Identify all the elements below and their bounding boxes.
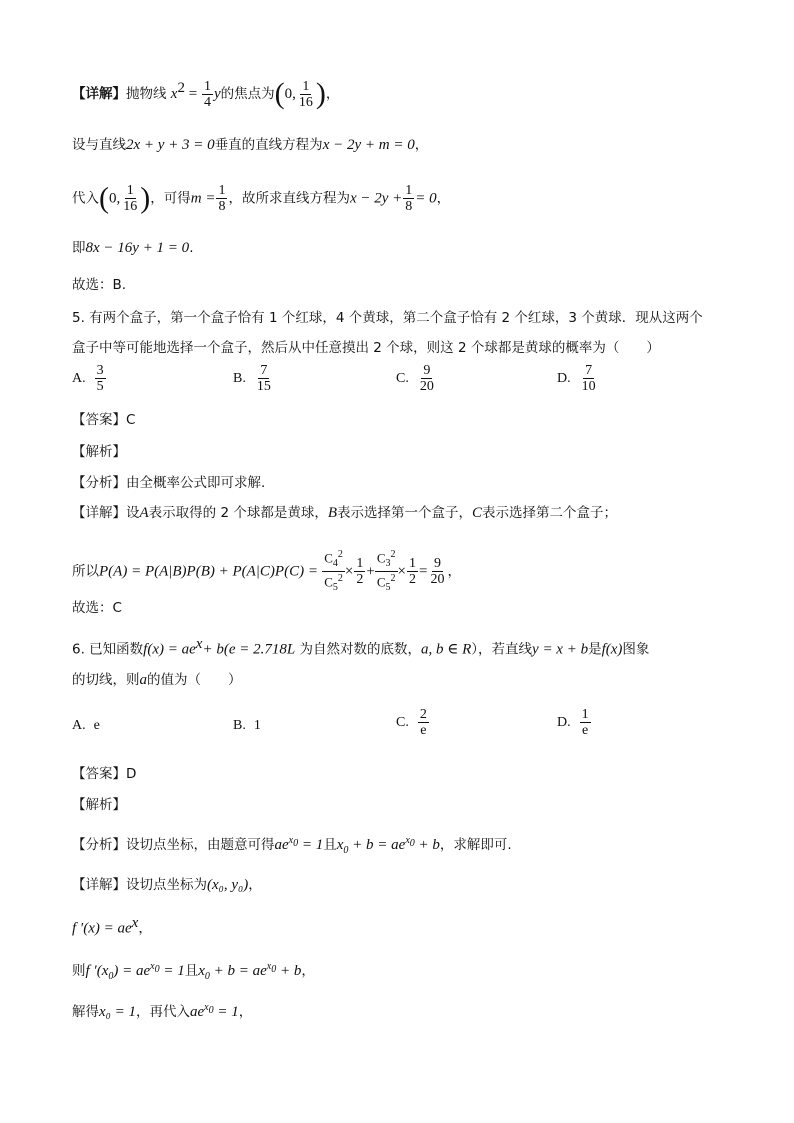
math: f(x): [601, 641, 623, 658]
q5-choice: 故选：C: [72, 600, 122, 616]
q6-analysis: 【分析】设切点坐标，由题意可得$ae^{x_0} = 1$且$x_0 + b = ae^{x_0} + b$，求解即可.: [72, 835, 512, 856]
math: a, b ∈ R: [421, 641, 472, 658]
q5-stem-line1: 5. 有两个盒子，第一个盒子恰有 1 个红球，4 个黄球，第二个盒子恰有 2 个红球，3 个黄球．现从这两个: [72, 310, 703, 326]
detail-line-perpendicular: [72, 135, 428, 155]
fraction: $\frac{1}{4}$: [203, 78, 211, 110]
text: ，: [447, 563, 461, 580]
q5-analysis: 【分析】由全概率公式即可求解.: [72, 475, 266, 491]
text: 表示取得的 2 个球都是黄球，: [148, 505, 328, 521]
q6-solve: 解得x₀ = 1，再代入$ae^{x_0} = 1$，: [72, 1002, 253, 1020]
math: 8x − 16y + 1 = 0: [85, 240, 190, 256]
math: y = x + b: [532, 641, 589, 658]
math-x2: $x^2$: [170, 80, 185, 102]
math: + b(e = 2.718L: [202, 641, 296, 658]
text: 图象: [622, 641, 650, 658]
detail-line-result: [72, 238, 193, 258]
text: 设与直线: [72, 137, 126, 153]
text: 所以: [72, 563, 99, 580]
detail-tag: 【详解】: [72, 86, 126, 102]
text: 代入: [72, 190, 99, 207]
text: 则: [72, 963, 86, 979]
text: 抛物线: [126, 86, 167, 102]
q5-answer: 【答案】C: [72, 412, 136, 428]
text: ，: [248, 877, 262, 893]
math: f ′(x) = ae: [72, 920, 132, 937]
text: 且: [184, 963, 199, 979]
text: ，: [325, 86, 340, 102]
q6-option-b: B. 1: [233, 718, 261, 734]
math: 2x + y + 3 = 0: [126, 137, 215, 153]
q6-stem-line2: [72, 670, 242, 690]
text: 垂直的直线方程为: [214, 137, 323, 153]
text: 是: [588, 641, 602, 658]
text: ，可得: [150, 190, 191, 207]
q5-option-b: B. $\frac{7}{15}$: [233, 363, 271, 394]
text: 【详解】设切点坐标为: [72, 877, 207, 893]
q6-then: 则f $'(x_0) = ae^{x_0} = 1$且$x_0 + b = ae^{x_0} + b$，: [72, 961, 315, 982]
q5-formula: 所以P(A) = P(A|B)P(B) + P(A|C)P(C) = $\frac{C_4^2}{C_5^2}$ × $\frac{1}{2}$ + $\frac{C_3^2}{C_5^2}$ × $\frac{1}{2}$ = $\frac{9}{20}$ ，: [72, 549, 461, 593]
text: 的切线，则: [72, 672, 140, 688]
q5-option-d: D. $\frac{7}{10}$: [557, 363, 596, 394]
math: B: [327, 505, 338, 521]
text: 【详解】: [72, 505, 126, 521]
math: A: [139, 505, 149, 521]
q6-option-c: C. $\frac{2}{e}$: [396, 707, 427, 738]
text: 为自然对数的底数，: [299, 641, 421, 658]
fraction: $\frac{1}{16}$: [123, 183, 138, 214]
text: 解得: [72, 1004, 99, 1020]
text: 表示选择第二个盒子；: [482, 505, 618, 521]
math: (x₀, y₀): [207, 877, 249, 893]
math: P(A) = P(A|B)P(B) + P(A|C)P(C) =: [99, 563, 318, 580]
math: y: [213, 86, 221, 102]
choice-line: 故选：B.: [72, 277, 127, 293]
text: 设: [126, 505, 140, 521]
detail-line-substitute: 代入(0, $\frac{1}{16}$ )，可得m = $\frac{1}{8}$ ，故所求直线方程为x − 2y + $\frac{1}{8}$ = 0，: [72, 181, 451, 215]
text: ，故所求直线方程为: [228, 190, 350, 207]
text: ，: [436, 190, 451, 207]
q6-option-a: A. e: [72, 718, 100, 734]
math: f(x) = ae: [143, 641, 196, 658]
text: 的值为（ ）: [147, 672, 242, 688]
q6-derivative: f $'(x) = ae^x$，: [72, 915, 152, 937]
combination-fraction: $\frac{C_3^2}{C_5^2}$: [376, 549, 396, 593]
text: ，: [138, 920, 152, 937]
math: = 0: [415, 190, 437, 207]
text: 表示选择第一个盒子，: [337, 505, 473, 521]
q6-stem-line1: 6. 已知函数$f(x) = ae^x+ b(e = 2.718L$ 为自然对数的底数，a, b ∈ R），若直线y = x + b是f(x)图象: [72, 636, 650, 658]
text: 【分析】设切点坐标，由题意可得: [72, 837, 275, 853]
combination-fraction: $\frac{C_4^2}{C_5^2}$: [324, 549, 343, 593]
detail-line-parabola: 【详解】抛物线 $x^2$ = $\frac{1}{4}$ y的焦点为(0, $\frac{1}{16}$ )，: [72, 77, 340, 110]
math: x₀ = 1: [99, 1004, 136, 1020]
text: ，求解即可.: [439, 837, 512, 853]
text: .: [189, 240, 194, 256]
q6-detail: [72, 875, 262, 895]
q5-analysis-head: 【解析】: [72, 444, 126, 460]
q6-option-d: D. $\frac{1}{e}$: [557, 707, 589, 738]
q5-option-a: A. $\frac{3}{5}$: [72, 363, 104, 394]
math: C: [472, 505, 483, 521]
text: ，: [414, 137, 429, 153]
math: a: [139, 672, 147, 688]
text: 6. 已知函数: [72, 641, 144, 658]
text: 的焦点为: [220, 86, 275, 102]
text: ，: [301, 963, 315, 979]
text: 且: [323, 837, 337, 853]
fraction: $\frac{1}{8}$: [405, 183, 413, 214]
fraction: $\frac{1}{16}$: [298, 78, 313, 110]
text: ，: [238, 1004, 253, 1020]
text: ，再代入: [136, 1004, 190, 1020]
text: 即: [72, 240, 86, 256]
math: x − 2y + m = 0: [322, 137, 415, 153]
math: x − 2y +: [349, 190, 403, 207]
q6-answer: 【答案】D: [72, 766, 137, 782]
q6-analysis-head: 【解析】: [72, 797, 126, 813]
math: m =: [190, 190, 216, 207]
text: ），若直线: [471, 641, 533, 658]
q5-stem-line2: 盒子中等可能地选择一个盒子，然后从中任意摸出 2 个球，则这 2 个球都是黄球的概率为（ ）: [72, 340, 660, 356]
q5-option-c: C. $\frac{9}{20}$: [396, 363, 434, 394]
fraction: $\frac{1}{8}$: [218, 183, 226, 214]
q5-detail: [72, 503, 617, 523]
